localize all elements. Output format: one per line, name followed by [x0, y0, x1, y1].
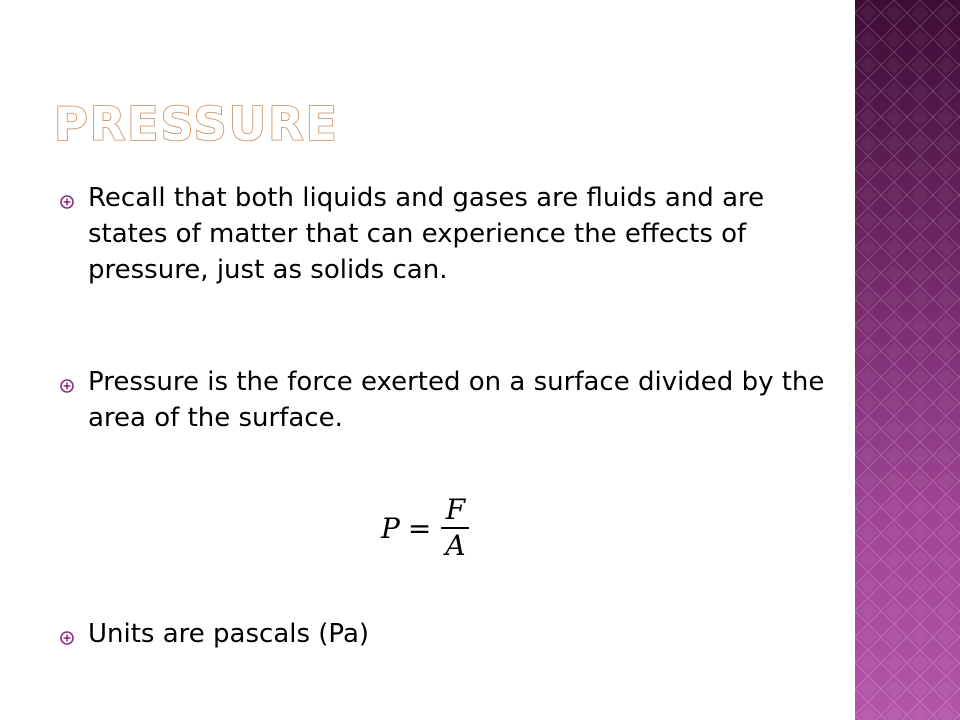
- pressure-formula: [381, 488, 470, 568]
- formula-equals: =: [407, 511, 432, 545]
- diamond-pattern: [855, 0, 960, 720]
- bullet-item: [60, 364, 850, 436]
- slide-title: [54, 92, 814, 152]
- decorative-side-band: [855, 0, 960, 720]
- circled-plus-icon: [60, 195, 74, 209]
- circled-plus-icon: [60, 379, 74, 393]
- formula-fraction: [441, 493, 469, 563]
- formula-denominator: A: [445, 529, 466, 562]
- bullet-text: Recall that both liquids and gases are fluids and are states of matter that can experience the effects of pressure, just as solids can.: [88, 183, 765, 285]
- slide-title-text: PRESSURE: [54, 97, 339, 151]
- slide-title-outline: [54, 92, 814, 152]
- bullet-item: [60, 180, 850, 288]
- bullet-item: [60, 616, 850, 652]
- bullet-text: Pressure is the force exerted on a surface divided by the area of the surface.: [88, 367, 825, 433]
- formula-lhs: P: [381, 511, 400, 545]
- bullet-text: Units are pascals (Pa): [88, 619, 370, 649]
- formula-numerator: F: [445, 493, 466, 526]
- circled-plus-icon: [60, 631, 74, 645]
